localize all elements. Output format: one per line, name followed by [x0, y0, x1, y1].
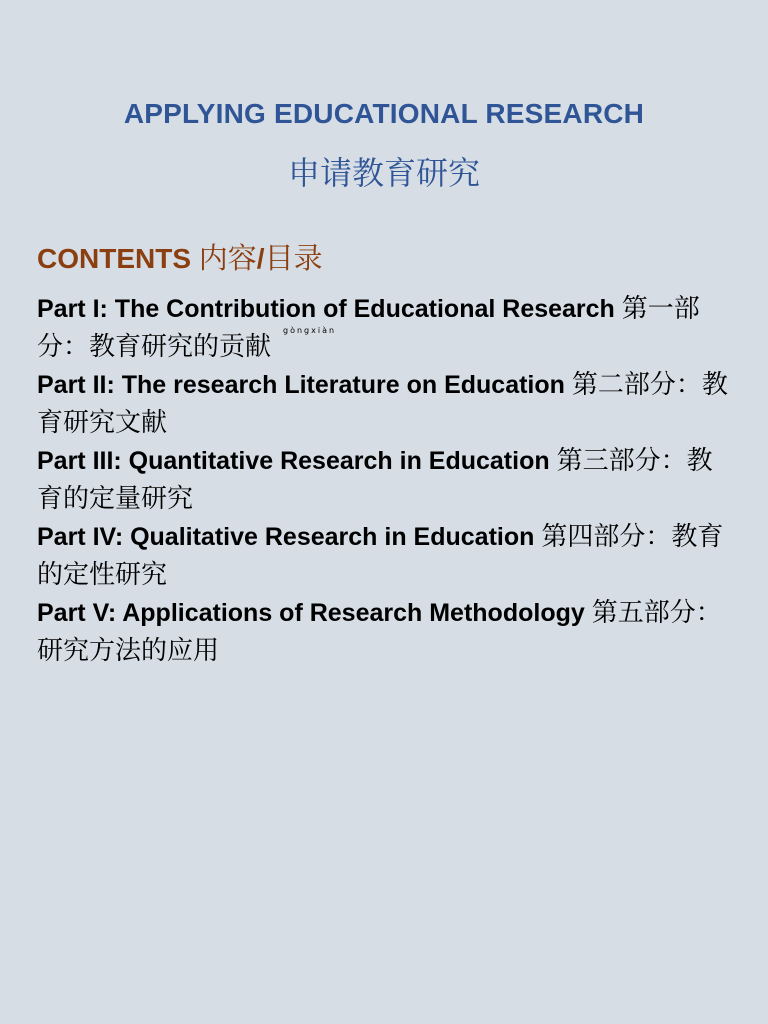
document-title-chinese: 申请教育研究 — [287, 154, 480, 192]
contents-heading-separator: / — [256, 243, 265, 274]
toc-item-english: Part III: Quantitative Research in Education — [37, 447, 550, 475]
toc-item-english: Part II: The research Literature on Education — [37, 371, 565, 399]
document-title-english: APPLYING EDUCATIONAL RESEARCH — [123, 98, 645, 129]
toc-item-chinese: 第五部分：研究方法的应用 — [37, 598, 722, 666]
table-of-contents — [37, 290, 737, 670]
toc-item-part-2 — [37, 366, 737, 442]
toc-item-part-3 — [37, 442, 737, 518]
toc-item-chinese: 第一部分：教育研究的贡献 — [37, 294, 700, 362]
contents-heading-english: CONTENTS — [37, 243, 191, 274]
toc-item-english: Part I: The Contribution of Educational Research — [37, 295, 615, 323]
toc-item-english: Part IV: Qualitative Research in Education — [37, 523, 535, 551]
pinyin-annotation: gòngxiàn — [283, 326, 337, 335]
toc-item-part-1 — [37, 290, 737, 366]
toc-item-english: Part V: Applications of Research Methodology — [37, 599, 585, 627]
toc-item-chinese: 第四部分：教育的定性研究 — [37, 522, 724, 590]
toc-item-chinese: 第二部分：教育研究文献 — [37, 370, 728, 438]
toc-item-part-5 — [37, 594, 737, 670]
contents-heading-chinese-1: 内容 — [198, 241, 257, 275]
toc-item-chinese: 第三部分：教育的定量研究 — [37, 446, 713, 514]
contents-heading-chinese-2: 目录 — [264, 241, 323, 275]
contents-heading — [37, 236, 323, 277]
toc-item-part-4 — [37, 518, 737, 594]
